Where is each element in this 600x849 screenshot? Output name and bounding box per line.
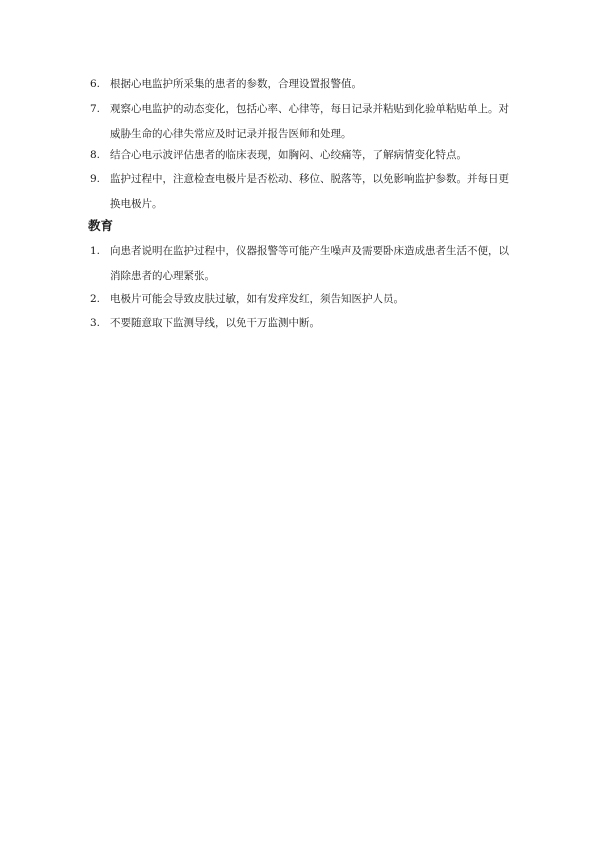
item-number: 2. bbox=[90, 293, 101, 305]
monitoring-item-6 bbox=[90, 72, 530, 97]
item-number: 3. bbox=[90, 317, 101, 329]
education-item-2 bbox=[90, 287, 530, 312]
item-text: 监护过程中，注意检查电极片是否松动、移位、脱落等，以免影响监护参数。并每日更 bbox=[110, 173, 509, 185]
education-item-3 bbox=[90, 311, 530, 336]
item-text: 结合心电示波评估患者的临床表现，如胸闷、心绞痛等，了解病情变化特点。 bbox=[110, 149, 467, 161]
item-number: 7. bbox=[90, 103, 101, 115]
item-number: 8. bbox=[90, 149, 101, 161]
item-text: 根据心电监护所采集的患者的参数，合理设置报警值。 bbox=[110, 78, 362, 90]
item-text-continued: 换电极片。 bbox=[110, 198, 163, 210]
item-text-continued: 威胁生命的心律失常应及时记录并报告医师和处理。 bbox=[110, 128, 352, 140]
item-number: 6. bbox=[90, 78, 101, 90]
item-text: 不要随意取下监测导线，以免干万监测中断。 bbox=[110, 317, 320, 329]
education-item-1 bbox=[90, 239, 530, 289]
item-text: 电极片可能会导致皮肤过敏，如有发痒发红，须告知医护人员。 bbox=[110, 293, 404, 305]
item-number: 1. bbox=[90, 245, 101, 257]
item-text: 向患者说明在监护过程中，仪器报警等可能产生噪声及需要卧床造成患者生活不便，以 bbox=[110, 245, 509, 257]
item-text-continued: 消除患者的心理紧张。 bbox=[110, 270, 215, 282]
item-text: 观察心电监护的动态变化，包括心率、心律等，每日记录并粘贴到化验单粘贴单上。对 bbox=[110, 103, 509, 115]
item-number: 9. bbox=[90, 173, 101, 185]
monitoring-item-9 bbox=[90, 167, 530, 217]
monitoring-item-8 bbox=[90, 143, 530, 168]
section-heading-education: 教育 bbox=[88, 218, 114, 233]
monitoring-item-7 bbox=[90, 97, 530, 147]
